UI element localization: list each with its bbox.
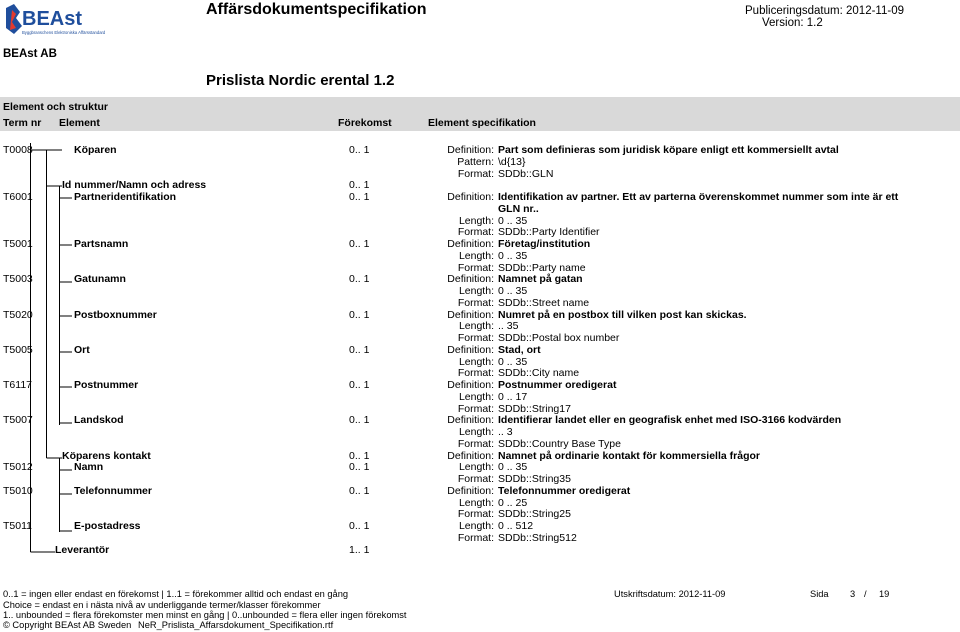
spec-value: 0 .. 35 (498, 285, 528, 297)
spec-label: Definition: (447, 308, 494, 321)
occurrence: 0.. 1 (349, 414, 370, 427)
element-name: Telefonnummer (74, 484, 152, 497)
spec-label: Definition: (447, 484, 494, 497)
spec-value: SDDb::Country Base Type (498, 437, 621, 450)
element-name: Landskod (74, 414, 124, 427)
element-name: E-postadress (74, 520, 141, 532)
spec-value: 0 .. 35 (498, 461, 528, 474)
spec-label: Length: (458, 285, 494, 297)
page-number: 3 (850, 589, 856, 599)
spec-label: Length: (458, 355, 494, 368)
print-date (614, 589, 725, 599)
term-number: T6117 (3, 379, 32, 391)
spec-label: Format: (457, 402, 494, 415)
version-value: 1.2 (806, 17, 823, 29)
spec-label: Length: (458, 320, 494, 333)
spec-label: Definition: (447, 379, 494, 391)
spec-label: Definition: (447, 144, 494, 156)
spec-label: Format: (457, 367, 494, 380)
spec-value: Telefonnummer oredigerat (498, 484, 631, 497)
spec-label: Definition: (447, 238, 494, 250)
footer-copyright: © Copyright BEAst AB Sweden (3, 620, 132, 630)
column-element: Element (59, 117, 100, 129)
spec-label: Format: (457, 296, 494, 309)
spec-label: Format: (457, 437, 494, 450)
spec-value: SDDb::GLN (498, 167, 554, 180)
occurrence: 0.. 1 (349, 484, 370, 497)
occurrence: 0.. 1 (349, 179, 370, 192)
occurrence: 0.. 1 (349, 273, 370, 286)
occurrence: 0.. 1 (349, 343, 370, 356)
term-number: T0008 (3, 144, 33, 156)
footer-legend-2: Choice = endast en i nästa nivå av underliggande termer/klasser förekommer (3, 600, 321, 610)
occurrence: 1.. 1 (349, 543, 370, 556)
spec-value: SDDb::String35 (498, 473, 571, 485)
element-name: Leverantör (55, 543, 110, 556)
spec-value: Numret på en postbox till vilken post kan skickas. (498, 308, 747, 321)
spec-value: .. 35 (498, 320, 519, 333)
spec-label: Length: (458, 496, 494, 509)
occurrence: 0.. 1 (349, 308, 370, 321)
spec-label: Format: (457, 332, 494, 344)
spec-value: SDDb::Street name (498, 296, 590, 309)
element-name: Postnummer (74, 379, 139, 391)
footer-filename: NeR_Prislista_Affarsdokument_Specifikation.rtf (138, 620, 334, 630)
spec-value: 0 .. 35 (498, 355, 528, 368)
term-number: T5007 (3, 414, 33, 427)
print-date-value: 2012-11-09 (678, 589, 726, 599)
spec-value: Identifierar landet eller en geografisk enhet med ISO-3166 kodvärden (498, 414, 842, 427)
element-name: Postboxnummer (74, 308, 157, 321)
spec-label: Definition: (447, 191, 494, 203)
spec-value: SDDb::String17 (498, 402, 571, 415)
occurrence: 0.. 1 (349, 144, 370, 156)
logo-tagline: Byggbranschens Elektroniska Affärsstandard (22, 30, 106, 35)
element-name: Id nummer/Namn och adress (62, 179, 207, 192)
column-term: Term nr (3, 117, 42, 129)
document-title: Affärsdokumentspecifikation (206, 1, 427, 18)
page-separator: / (864, 589, 867, 599)
spec-value: Företag/institution (498, 238, 591, 250)
element-name: Ort (74, 343, 90, 356)
spec-label: Format: (457, 261, 494, 274)
publication-date-value: 2012-11-09 (846, 5, 904, 17)
spec-label: Length: (458, 214, 494, 227)
element-name: Partneridentifikation (74, 191, 177, 203)
spec-label: Definition: (447, 343, 494, 356)
spec-value: SDDb::String512 (498, 531, 577, 544)
spec-value: 0 .. 35 (498, 249, 528, 262)
print-date-label: Utskriftsdatum: (614, 589, 676, 599)
spec-value: Namnet på ordinarie kontakt för kommersiella frågor (498, 449, 760, 462)
spec-label: Format: (457, 226, 494, 239)
element-name: Namn (74, 461, 104, 474)
spec-label: Definition: (447, 449, 494, 462)
document-subtitle: Prislista Nordic erental 1.2 (206, 72, 395, 89)
spec-value: SDDb::String25 (498, 508, 571, 521)
spec-label: Length: (458, 426, 494, 438)
spec-value: SDDb::Party Identifier (498, 226, 600, 239)
spec-value: 0 .. 512 (498, 520, 534, 532)
occurrence: 0.. 1 (349, 520, 370, 532)
spec-value: \d{13} (498, 155, 526, 168)
term-number: T5003 (3, 273, 33, 286)
occurrence: 0.. 1 (349, 238, 370, 250)
logo-text: BEAst (22, 8, 83, 30)
page-total: 19 (879, 589, 890, 599)
term-number: T5010 (3, 484, 33, 497)
term-number: T5020 (3, 308, 33, 321)
spec-value: Part som definieras som juridisk köpare enligt ett kommersiellt avtal (498, 144, 839, 156)
spec-value: .. 3 (498, 426, 513, 438)
footer-legend-1: 0..1 = ingen eller endast en förekomst | 1..1 = förekommer alltid och endast en gång (3, 589, 349, 599)
element-name: Gatunamn (74, 273, 126, 286)
spec-value: 0 .. 35 (498, 214, 528, 227)
spec-value: 0 .. 25 (498, 496, 528, 509)
spec-label: Pattern: (457, 155, 494, 168)
occurrence: 0.. 1 (349, 449, 370, 462)
spec-value: 0 .. 17 (498, 390, 528, 403)
version-label: Version: (762, 17, 804, 29)
column-occurrence: Förekomst (338, 117, 392, 129)
spec-label: Format: (457, 473, 494, 485)
spec-label: Length: (458, 249, 494, 262)
spec-value: SDDb::Postal box number (498, 332, 620, 344)
spec-label: Definition: (447, 414, 494, 427)
term-number: T5011 (3, 520, 32, 532)
spec-value: Postnummer oredigerat (498, 379, 617, 391)
occurrence: 0.. 1 (349, 191, 370, 203)
column-specification: Element specifikation (428, 117, 536, 129)
element-name: Partsnamn (74, 238, 129, 250)
spec-label: Length: (458, 461, 494, 474)
spec-label: Format: (457, 167, 494, 180)
organization-name: BEAst AB (3, 48, 57, 60)
spec-label: Length: (458, 520, 494, 532)
spec-value: Namnet på gatan (498, 273, 583, 286)
spec-label: Format: (457, 508, 494, 521)
publication-date-label: Publiceringsdatum: (745, 5, 843, 17)
element-name: Köparen (74, 144, 117, 156)
spec-value: SDDb::Party name (498, 261, 586, 274)
term-number: T5012 (3, 461, 33, 474)
spec-label: Definition: (447, 273, 494, 286)
spec-value: GLN nr.. (498, 202, 539, 215)
element-name: Köparens kontakt (62, 449, 151, 462)
spec-label: Format: (457, 531, 494, 544)
term-number: T5001 (3, 238, 33, 250)
footer-legend-3: 1.. unbounded = flera förekomster men minst en gång | 0..unbounded = flera eller ingen förekomst (3, 610, 407, 620)
page-label: Sida (810, 589, 829, 599)
section-heading: Element och struktur (3, 101, 109, 113)
occurrence: 0.. 1 (349, 379, 370, 391)
occurrence: 0.. 1 (349, 461, 370, 474)
term-number: T6001 (3, 191, 33, 203)
spec-value: Stad, ort (498, 343, 541, 356)
spec-value: SDDb::City name (498, 367, 580, 380)
spec-value: Identifikation av partner. Ett av parterna överenskommet nummer som inte är ett (498, 191, 899, 203)
spec-label: Length: (458, 390, 494, 403)
term-number: T5005 (3, 343, 33, 356)
